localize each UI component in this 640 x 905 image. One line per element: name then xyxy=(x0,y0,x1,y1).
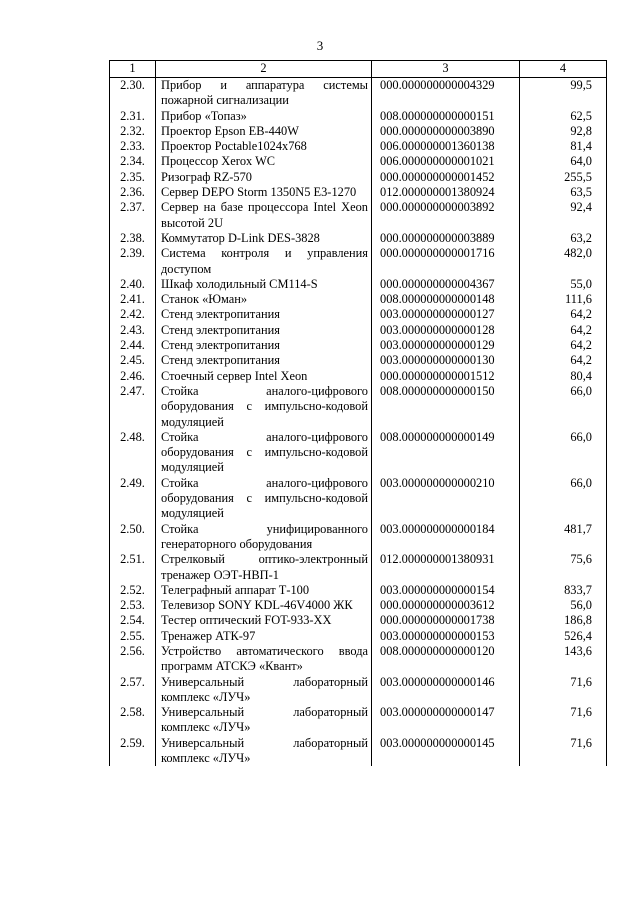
item-value: 482,0 xyxy=(520,246,607,277)
row-number: 2.38. xyxy=(110,231,156,246)
inventory-code: 000.000000000003892 xyxy=(372,200,520,231)
inventory-code: 003.000000000000145 xyxy=(372,736,520,767)
row-number: 2.59. xyxy=(110,736,156,767)
row-number: 2.42. xyxy=(110,307,156,322)
table-row xyxy=(110,231,607,246)
inventory-code: 003.000000000000153 xyxy=(372,629,520,644)
item-value: 92,4 xyxy=(520,200,607,231)
inventory-code: 003.000000000000147 xyxy=(372,705,520,736)
table-row xyxy=(110,154,607,169)
table-row xyxy=(110,705,607,736)
table-row xyxy=(110,246,607,277)
item-name: Стенд электропитания xyxy=(156,307,372,322)
item-name: Проектор Poctable1024x768 xyxy=(156,139,372,154)
table-row xyxy=(110,522,607,553)
inventory-code: 003.000000000000146 xyxy=(372,675,520,706)
item-value: 71,6 xyxy=(520,705,607,736)
item-name: Стенд электропитания xyxy=(156,338,372,353)
table-row xyxy=(110,139,607,154)
row-number: 2.34. xyxy=(110,154,156,169)
inventory-code: 006.000000000001021 xyxy=(372,154,520,169)
item-value: 66,0 xyxy=(520,430,607,476)
table-row xyxy=(110,124,607,139)
item-name: Проектор Epson EB-440W xyxy=(156,124,372,139)
table-row xyxy=(110,384,607,430)
row-number: 2.55. xyxy=(110,629,156,644)
inventory-table xyxy=(109,60,607,766)
item-name: Стрелковый оптико-электронный тренажер ОЭТ-НВП-1 xyxy=(156,552,372,583)
row-number: 2.44. xyxy=(110,338,156,353)
item-name: Стойка аналого-цифрового оборудования с импульсно-кодовой модуляцией xyxy=(156,384,372,430)
inventory-code: 003.000000000000128 xyxy=(372,323,520,338)
table-row xyxy=(110,78,607,109)
row-number: 2.43. xyxy=(110,323,156,338)
item-value: 526,4 xyxy=(520,629,607,644)
table-row xyxy=(110,369,607,384)
row-number: 2.56. xyxy=(110,644,156,675)
item-name: Прибор «Топаз» xyxy=(156,109,372,124)
item-value: 64,2 xyxy=(520,307,607,322)
inventory-code: 006.000000001360138 xyxy=(372,139,520,154)
column-header-number: 1 xyxy=(110,61,156,78)
row-number: 2.58. xyxy=(110,705,156,736)
table-row xyxy=(110,552,607,583)
row-number: 2.54. xyxy=(110,613,156,628)
row-number: 2.49. xyxy=(110,476,156,522)
inventory-code: 008.000000000000120 xyxy=(372,644,520,675)
table-row xyxy=(110,613,607,628)
table-row xyxy=(110,338,607,353)
row-number: 2.35. xyxy=(110,170,156,185)
inventory-code: 003.000000000000184 xyxy=(372,522,520,553)
inventory-code: 003.000000000000130 xyxy=(372,353,520,368)
item-name: Прибор и аппаратура системы пожарной сигнализации xyxy=(156,78,372,109)
inventory-code: 000.000000000004329 xyxy=(372,78,520,109)
item-name: Универсальный лабораторный комплекс «ЛУЧ» xyxy=(156,705,372,736)
row-number: 2.46. xyxy=(110,369,156,384)
item-name: Тестер оптический FOT-933-XX xyxy=(156,613,372,628)
table-row xyxy=(110,583,607,598)
item-value: 66,0 xyxy=(520,384,607,430)
item-value: 66,0 xyxy=(520,476,607,522)
row-number: 2.47. xyxy=(110,384,156,430)
row-number: 2.51. xyxy=(110,552,156,583)
item-value: 64,2 xyxy=(520,353,607,368)
row-number: 2.57. xyxy=(110,675,156,706)
item-value: 64,2 xyxy=(520,338,607,353)
table-row xyxy=(110,644,607,675)
table-row xyxy=(110,185,607,200)
row-number: 2.48. xyxy=(110,430,156,476)
table-row xyxy=(110,736,607,767)
item-name: Шкаф холодильный СМ114-S xyxy=(156,277,372,292)
table-row xyxy=(110,170,607,185)
row-number: 2.41. xyxy=(110,292,156,307)
item-value: 81,4 xyxy=(520,139,607,154)
item-value: 55,0 xyxy=(520,277,607,292)
inventory-code: 000.000000000004367 xyxy=(372,277,520,292)
column-header-name: 2 xyxy=(156,61,372,78)
item-name: Сервер DEPO Storm 1350N5 E3-1270 xyxy=(156,185,372,200)
table-row xyxy=(110,675,607,706)
item-value: 63,5 xyxy=(520,185,607,200)
inventory-code: 000.000000000003612 xyxy=(372,598,520,613)
inventory-code: 012.000000001380931 xyxy=(372,552,520,583)
item-name: Универсальный лабораторный комплекс «ЛУЧ» xyxy=(156,736,372,767)
item-value: 56,0 xyxy=(520,598,607,613)
inventory-code: 008.000000000000150 xyxy=(372,384,520,430)
table-row xyxy=(110,200,607,231)
item-name: Сервер на базе процессора Intel Xeon высотой 2U xyxy=(156,200,372,231)
item-value: 62,5 xyxy=(520,109,607,124)
table-row xyxy=(110,598,607,613)
row-number: 2.37. xyxy=(110,200,156,231)
inventory-code: 000.000000000003890 xyxy=(372,124,520,139)
item-name: Коммутатор D-Link DES-3828 xyxy=(156,231,372,246)
item-name: Система контроля и управления доступом xyxy=(156,246,372,277)
item-value: 143,6 xyxy=(520,644,607,675)
inventory-code: 008.000000000000151 xyxy=(372,109,520,124)
row-number: 2.52. xyxy=(110,583,156,598)
inventory-code: 003.000000000000154 xyxy=(372,583,520,598)
item-name: Стенд электропитания xyxy=(156,353,372,368)
inventory-code: 008.000000000000148 xyxy=(372,292,520,307)
table-row xyxy=(110,292,607,307)
item-name: Процессор Xerox WC xyxy=(156,154,372,169)
table-row xyxy=(110,277,607,292)
column-header-value: 4 xyxy=(520,61,607,78)
item-value: 63,2 xyxy=(520,231,607,246)
table-body xyxy=(110,78,607,767)
table-row xyxy=(110,430,607,476)
inventory-code: 000.000000000001512 xyxy=(372,369,520,384)
page-number: 3 xyxy=(316,38,324,53)
item-name: Ризограф RZ-570 xyxy=(156,170,372,185)
row-number: 2.45. xyxy=(110,353,156,368)
item-value: 111,6 xyxy=(520,292,607,307)
inventory-code: 000.000000000001716 xyxy=(372,246,520,277)
item-name: Стойка унифицированного генераторного оборудования xyxy=(156,522,372,553)
inventory-code: 003.000000000000127 xyxy=(372,307,520,322)
inventory-code: 003.000000000000129 xyxy=(372,338,520,353)
row-number: 2.32. xyxy=(110,124,156,139)
table-row xyxy=(110,323,607,338)
item-name: Стойка аналого-цифрового оборудования с импульсно-кодовой модуляцией xyxy=(156,476,372,522)
item-value: 64,0 xyxy=(520,154,607,169)
item-value: 186,8 xyxy=(520,613,607,628)
item-value: 92,8 xyxy=(520,124,607,139)
row-number: 2.40. xyxy=(110,277,156,292)
table-row xyxy=(110,109,607,124)
row-number: 2.36. xyxy=(110,185,156,200)
table-row xyxy=(110,476,607,522)
item-name: Стойка аналого-цифрового оборудования с импульсно-кодовой модуляцией xyxy=(156,430,372,476)
item-name: Стенд электропитания xyxy=(156,323,372,338)
item-name: Универсальный лабораторный комплекс «ЛУЧ» xyxy=(156,675,372,706)
item-value: 71,6 xyxy=(520,736,607,767)
table-row xyxy=(110,353,607,368)
item-name: Телеграфный аппарат Т-100 xyxy=(156,583,372,598)
row-number: 2.39. xyxy=(110,246,156,277)
item-name: Телевизор SONY KDL-46V4000 ЖК xyxy=(156,598,372,613)
inventory-code: 000.000000000001738 xyxy=(372,613,520,628)
item-value: 80,4 xyxy=(520,369,607,384)
inventory-code: 012.000000001380924 xyxy=(372,185,520,200)
row-number: 2.31. xyxy=(110,109,156,124)
inventory-code: 003.000000000000210 xyxy=(372,476,520,522)
item-value: 75,6 xyxy=(520,552,607,583)
item-name: Стоечный сервер Intel Xeon xyxy=(156,369,372,384)
inventory-code: 000.000000000003889 xyxy=(372,231,520,246)
row-number: 2.30. xyxy=(110,78,156,109)
header-row xyxy=(110,61,607,78)
item-value: 255,5 xyxy=(520,170,607,185)
table-header xyxy=(110,61,607,78)
inventory-code: 008.000000000000149 xyxy=(372,430,520,476)
column-header-code: 3 xyxy=(372,61,520,78)
item-value: 64,2 xyxy=(520,323,607,338)
item-name: Устройство автоматического ввода программ АТСКЭ «Квант» xyxy=(156,644,372,675)
table-row xyxy=(110,629,607,644)
row-number: 2.33. xyxy=(110,139,156,154)
table-row xyxy=(110,307,607,322)
row-number: 2.53. xyxy=(110,598,156,613)
item-value: 833,7 xyxy=(520,583,607,598)
item-name: Станок «Юман» xyxy=(156,292,372,307)
row-number: 2.50. xyxy=(110,522,156,553)
item-value: 481,7 xyxy=(520,522,607,553)
inventory-code: 000.000000000001452 xyxy=(372,170,520,185)
item-value: 71,6 xyxy=(520,675,607,706)
item-value: 99,5 xyxy=(520,78,607,109)
item-name: Тренажер АТК-97 xyxy=(156,629,372,644)
